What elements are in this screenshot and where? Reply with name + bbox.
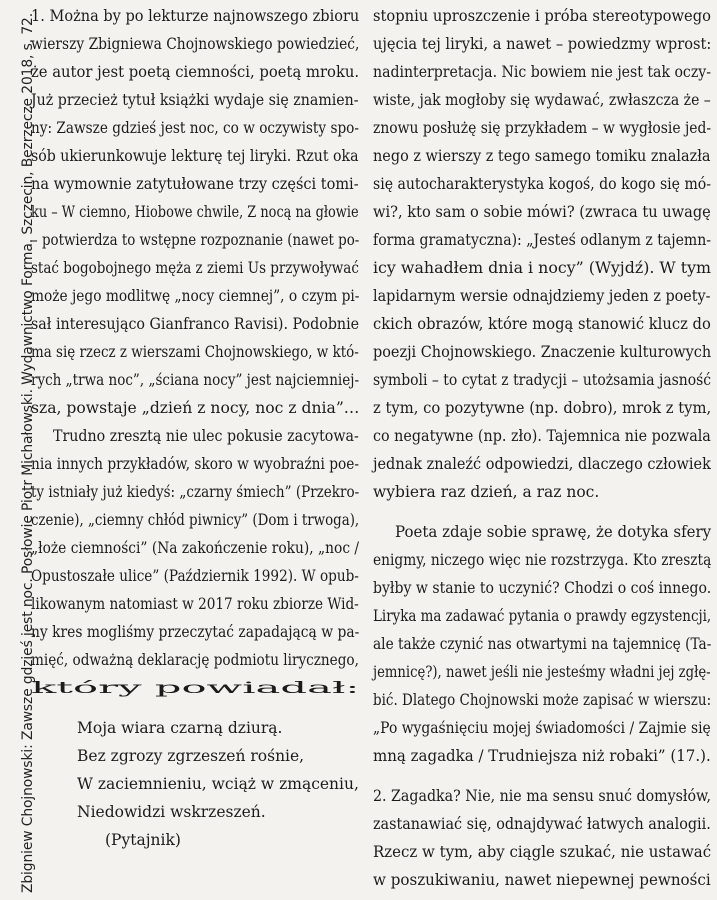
text-line: jednak znaleźć odpowiedzi, dlaczego człowiek: [373, 455, 711, 473]
text-line: ty istniały już kiedyś: „czarny śmiech” (Przekro-: [31, 483, 360, 501]
text-line: symboli – to cytat z tradycji – utożsamia jasność: [373, 371, 712, 389]
text-line: że autor jest poetą ciemności, poetą mroku.: [31, 63, 360, 81]
text-line: enigmy, niczego więc nie rozstrzyga. Kto zresztą: [373, 551, 712, 569]
text-line: co negatywne (np. zło). Tajemnica nie pozwala: [373, 427, 711, 445]
text-line: 1. Można by po lekturze najnowszego zbioru: [31, 7, 360, 25]
text-line: Rzecz w tym, aby ciągle szukać, nie ustawać: [373, 843, 712, 861]
text-line: się autocharakterystyka kogoś, do kogo się mó-: [373, 175, 711, 193]
text-line: rych „trwa noc”, „ściana nocy” jest najciemniej-: [31, 371, 360, 389]
text-line: ckich obrazów, które mogą stanowić klucz do: [373, 315, 711, 333]
text-line: sza, powstaje „dzień z nocy, noc z dnia”…: [31, 399, 360, 417]
text-line: zastanawiać się, odnajdywać łatwych analogii.: [373, 815, 711, 833]
text-line: czenie), „ciemny chłód piwnicy” (Dom i trwoga),: [31, 511, 360, 529]
text-line: jemnicę?), nawet jeśli nie jesteśmy władni jej zgłę-: [373, 663, 711, 681]
poem-attribution: (Pytajnik): [105, 831, 181, 849]
text-line: może jego modlitwę „nocy ciemnej”, o czym pi-: [31, 287, 360, 305]
text-line: „Po wygaśnięciu mojej świadomości / Zajmie się: [373, 719, 711, 737]
text-line: forma gramatyczna): „Jesteś odlanym z tajemn-: [373, 231, 712, 249]
text-line: sał interesująco Gianfranco Ravisi). Podobnie: [31, 315, 360, 333]
running-head-text: Zbigniew Chojnowski: Zawsze gdzieś jest noc. Posłowie Piotr Michałowski. Wydawnictwo Forma. Szczecin, Bezrzecze 2018, s. 72.: [20, 12, 36, 894]
text-line: ny kres mogliśmy przeczytać zapadającą w pa-: [31, 623, 360, 641]
text-line: ku – W ciemno, Hiobowe chwile, Z nocą na głowie: [31, 203, 359, 221]
text-line: znowu posłużę się przykładem – w wygłosie jed-: [373, 119, 712, 137]
text-line: w poszukiwaniu, nawet niepewnej pewności: [373, 871, 711, 889]
text-line: ale także czynić nas otwartymi na tajemnicę (Ta-: [373, 635, 712, 653]
poem-line: Moja wiara czarną dziurą.: [77, 719, 283, 737]
text-line: z tym, co pozytywne (np. dobro), mrok z tym,: [373, 399, 712, 417]
text-line: wiste, jak mogłoby się wydawać, zwłaszcza że –: [373, 91, 711, 109]
poem-line: W zaciemnieniu, wciąż w zmąceniu,: [77, 775, 359, 793]
text-line: likowanym natomiast w 2017 roku zbiorze Wid-: [31, 595, 359, 613]
text-line: który powiadał:: [31, 679, 360, 697]
text-line: Poeta zdaje sobie sprawę, że dotyka sfery: [395, 523, 712, 541]
text-line: wybiera raz dzień, a raz noc.: [373, 483, 600, 501]
poem-line: Bez zgrozy zgrzeszeń rośnie,: [77, 747, 305, 765]
text-line: poezji Chojnowskiego. Znaczenie kulturowych: [373, 343, 712, 361]
text-line: lapidarnym wersie odnajdziemy jeden z poety-: [373, 287, 711, 305]
running-head: [0, 0, 36, 900]
text-line: stać bogobojnego męża z ziemi Us przywoływać: [31, 259, 359, 277]
text-line: icy wahadłem dnia i nocy” (Wyjdź). W tym: [373, 259, 712, 277]
text-line: ma się rzecz z wierszami Chojnowskiego, w któ-: [31, 343, 359, 361]
poem-line: Niedowidzi wskrzeszeń.: [77, 803, 266, 821]
text-line: mięć, odważną deklarację podmiotu lirycznego,: [31, 651, 359, 669]
text-line: „łoże ciemności” (Na zakończenie roku), „noc /: [31, 539, 360, 557]
text-line: Już przecież tytuł książki wydaje się znamien-: [31, 91, 359, 109]
text-line: Trudno zresztą nie ulec pokusie zacytowa-: [53, 427, 359, 445]
text-line: bić. Dlatego Chojnowski może zapisać w wierszu:: [373, 691, 712, 709]
text-line: byłby w stanie to uczynić? Chodzi o coś innego.: [373, 579, 712, 597]
text-line: stopniu uproszczenie i próba stereotypowego: [373, 7, 711, 25]
text-line: Opustoszałe ulice” (Październik 1992). W opub-: [31, 567, 359, 585]
text-line: nego z wierszy z tego samego tomiku znalazła: [373, 147, 711, 165]
text-line: Liryka ma zadawać pytania o prawdy egzystencji,: [373, 607, 712, 625]
text-line: nadinterpretacja. Nic bowiem nie jest tak oczy-: [373, 63, 711, 81]
text-line: nia innych przykładów, skoro w wyobraźni poe-: [31, 455, 360, 473]
text-line: wi?, kto sam o sobie mówi? (zwraca tu uwagę: [373, 203, 711, 221]
text-line: sób ukierunkowuje lekturę tej liryki. Rzut oka: [31, 147, 359, 165]
text-line: 2. Zagadka? Nie, nie ma sensu snuć domysłów,: [373, 787, 712, 805]
text-line: wierszy Zbigniewa Chojnowskiego powiedzieć,: [31, 35, 360, 53]
text-line: na wymownie zatytułowane trzy części tomi-: [31, 175, 359, 193]
text-line: – potwierdza to wstępne rozpoznanie (nawet po-: [31, 231, 360, 249]
text-line: mną zagadka / Trudniejsza niż robaki” (17.).: [373, 747, 711, 765]
text-line: ujęcia tej liryki, a nawet – powiedzmy wprost:: [373, 35, 712, 53]
text-line: ny: Zawsze gdzieś jest noc, co w oczywisty spo-: [31, 119, 359, 137]
